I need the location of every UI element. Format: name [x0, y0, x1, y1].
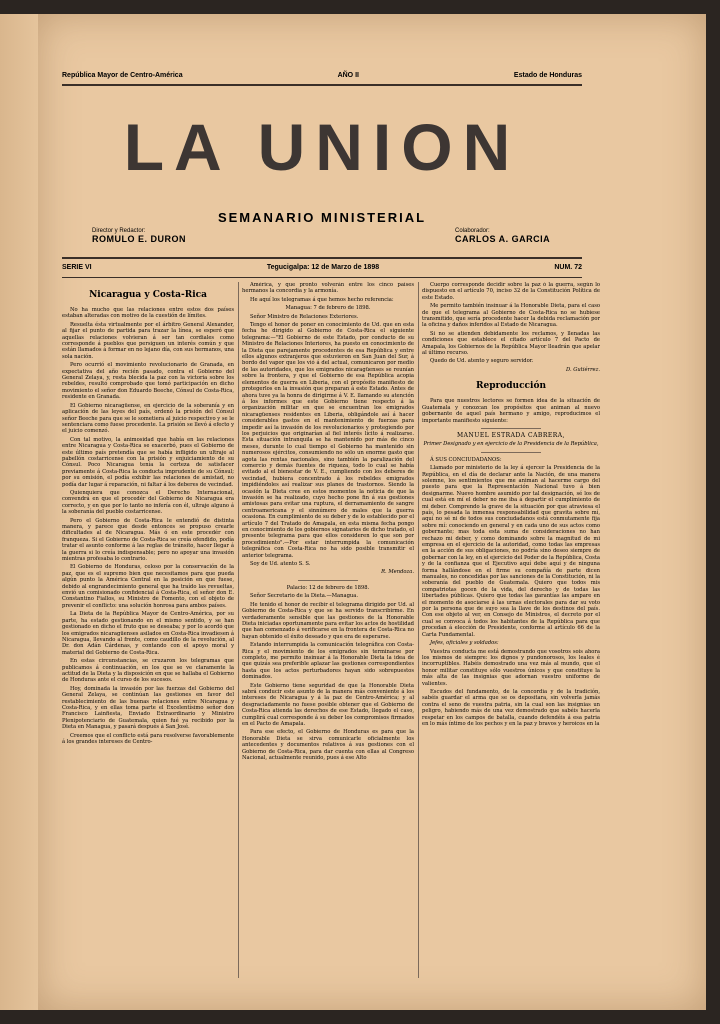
paragraph: Creemos que el conflicto está para resolverse favorablemente á los grandes intereses de Centro- — [62, 732, 234, 745]
paragraph: Con tal motivo, la animosidad que había en las relaciones entre Nicaragua y Costa-Rica se exacerbó, pues el Gobierno de este último país pretendía que se había infligido un ultraje al pabellón costarricense con la prisión y enjuiciamiento de su Cónsul. Poco Nicaragua tenía la certeza de satisfacer previamente á Costa-Rica la conducta imprudente de su Cónsul; por su omisión, el podía exhibir las relaciones de amistad, no podía dar lugar á reparación, ni faltar á los deberes de vecindad. — [62, 436, 234, 488]
subheading: Jefes, oficiales y soldados: — [430, 640, 499, 647]
telegram-addressee: Señor Secretario de la Dieta.—Managua. — [250, 593, 358, 600]
paragraph: Quienquiera que conozca el Derecho Internacional, convendrá en que el procedér del Gobierno de Nicaragua era correcto, y en que por lo tanto no infería con él, ultraje alguno á la soberanía del pueblo costarricense. — [62, 489, 234, 516]
signature: D. Gutiérrez. — [566, 366, 600, 373]
paragraph: Tengo el honor de poner en conocimiento de Ud. que en esta fecha he dirigido al Gobierno de Costa-Rica el siguiente telegrama:—"El Gobierno de este Estado, por conducto de su Ministro de Relaciones Interiores, ha puesto en conocimiento de la Dieta que parejamente procedentes de esa República y entre ellos algunos extranjeros que estuvieron en San Juan del Sur, á bordo del vapor que los vió á del actual, comunicaron por medio de las autoridades, que los emigrados nicaragüenses se reunían sobre la frontera, y que el Gobierno de esa República acopia elementos de guerra en Liberia, con el propósito manifiesto de protegerlos en la invasión que preparan á este Estado. Antes de ahora tuve ya la honra de dirigirme á V. E. llamando su atención á los informes que este Gobierno tiene respecto á la organización militar en que se encuentran los emigrados nicaragüenses residentes en Liberia, obligándole así á hacer considerables gastos en el mantenimiento de fuerzas para impedir así la invasión de los revolucionarios y protegiendo por los perjuicios que originarían al fiel interés lícito á realizarse. Esta situación intranquila se ha mantenido por más de cinco meses, durante lo cual tiempo el Gobierno ha mantenido sin numerosos ejércitos, consumiendo no sólo un enorme gasto que agota las rentas nacionales, sino también la paralización del comercio y demás fuentes de riqueza, todo lo cual se había evitado al el bienestar de V. E., cumpliendo con los deberes de vecindad, hubiera concentrado á los rebeldes emigrados impidiéndoles así realizar sus planes de trastornos. Siendo la ocasión la Dieta cree en estos momentos la noticia de que la invasión se ha realizado, cuyo hecho pone fin á sus gestiones amistosas para evitar una ruptura, el derramamiento de sangre centroamericana y el sinnúmero de males que la guerra ocasiona. En cumplimiento de su deber y de lo establecido por el artículo 7 del Tratado de Amapala, en esta misma fecha pongo en conocimiento de los gobiernos signatarios de dicho tratado, el presente telegrama para que ellos consideren lo que son por procedimiento".—Por estar interrumpida la comunicación telegráfica con Costa-Rica no ha sido posible transmitir el anterior telegrama. — [242, 322, 414, 559]
closing: Quedo de Ud. atento y seguro servidor. — [430, 358, 534, 365]
series-label: SERIE VI — [62, 264, 92, 271]
paragraph: He aquí los telegramas á que hemos hecho referencia: — [250, 296, 394, 303]
telegram-date: Palacio: 12 de febrero de 1898. — [286, 584, 370, 591]
paragraph: Para ese efecto, el Gobierno de Honduras es para que la Honorable Dieta se sirva comunicarle oficialmente los antecedentes y documentos relativos á sus gestiones con el Gobierno de Costa-Rica, para dar cuenta con ellas al Congreso Nacional, actualmente reunido, pues á ese Alto — [242, 729, 414, 762]
paragraph: He tenido el honor de recibir el telegrama dirigido por Ud. al Gobierno de Costa-Rica y que se ha servido transcribirme. En verdaderamente sensible que las gestiones de la Honorable Dieta iniciadas oportunamente para evitar los actos de hostilidad que han comenzado á verificarse en la frontera de Costa-Rica no hayan obtenido el éxito deseado y que era de esperarse. — [242, 601, 414, 640]
director-name: ROMULO E. DURON — [92, 234, 186, 244]
paragraph: Cuerpo corresponde decidir sobre la paz ó la guerra, según lo dispuesto en el artículo 70, inciso 32 de la Constitución Política de este Estado. — [422, 282, 600, 301]
article-heading: Nicaragua y Costa-Rica — [89, 290, 207, 300]
paragraph: Pero el Gobierno de Costa-Rica le entendió de distinta manera, y parece que desde entonces se propuso crearle dificultades al de Nicaragua. Más ó en este procedér con franqueza. Si el Gobierno de Costa-Rica se creía ofendido, podía tratar el asunto conforme á las reglas de tránsito, hacer llegar á la guerra si lo creía indispensable; pero no apoyar una invasión mientras profesaba lo contrario. — [62, 517, 234, 563]
manifesto-author: MANUEL ESTRADA CABRERA, — [457, 431, 565, 439]
issue-info-bar — [62, 264, 582, 271]
paragraph: Para que nuestros lectores se formen idea de la situación de Guatemala y conozcan los propósitos que animan al nuevo gobernante de aquel país hermano y amigo, reproducimos el importante manifiesto siguiente: — [422, 398, 600, 424]
paragraph: Pero ocurrió el movimiento revolucionario de Granada, en expectativa del año recién pasado, contra el Gobierno del General Zelaya, y, resta blecida la paz con la victoria sobre los rebeldes, resultó comprobado que tomó participación en dicho movimiento el señor don Eduardo Beeche, Cónsul de Costa-Rica, residente en Granada. — [62, 362, 234, 401]
state-label: Estado de Honduras — [513, 72, 582, 79]
telegram-addressee: Señor Ministro de Relaciones Exteriores. — [250, 313, 359, 320]
paragraph: El Gobierno nicaragüense, en ejercicio de la soberanía y en aplicación de las leyes del país, ordenó la prisión del Cónsul señor Beeche para que se le sometiera al juicio respectivo y se le sentenciara como fuese procedente. La prisión se llevó á efecto y el juicio comenzó. — [62, 402, 234, 435]
paragraph: La Dieta de la República Mayor de Centro-América, por su parte, ha estado gestionando en el mismo sentido, y se han gestionado en dicho el fruto que se deseaba; y por lo acordó que los emigrados nicaragüenses asilados en Costa-Rica invadiesen á Nicaragua, llevando al frente, como caudillo de la revolución, al Dr. don Adán Cárdenas, y contando con el apoyo moral y material del Gobierno de Costa-Rica. — [62, 611, 234, 656]
column-2 — [242, 282, 414, 978]
paragraph: Si no se atienden debidamente los reclamos, y llenadas las condiciones que establece el citado artículo 7 del Pacto de Amapala, los Gobiernos de la República Mayor lleadrán que apelar al último recurso. — [422, 330, 600, 357]
paragraph: Escudos del fundamento, de la concordia y de la tradición, sabéis guardar el arma que se os depositara, sin volverla jamás contra el seno de vuestra patria, sin la cual son las insignias un peligro, habiendo más de una vez demostrado que sabéis hacerla respetar en los campos de batalla, cuando defendéis á esa patria en lo más íntimo de los pechos y en la paz y bravos y heroicos en la — [422, 688, 600, 727]
director-label: Director y Redactor: — [92, 228, 146, 234]
paragraph: El Gobierno de Honduras, celoso por la conservación de la paz, que es el supremo bien que necesitamos para que pueda algún punto la América Central en la posición en que fuese, debido al engrandecimiento general que ha traído las revueltas, envió un comisionado confidencial á Costa-Rica, el señor don E. Constantino Fiallos, su Ministro de Fomento, con el objeto de prevenir el conflicto: una solución honrosa para ambos países. — [62, 564, 234, 609]
masthead-subtitle: SEMANARIO MINISTERIAL — [217, 210, 427, 225]
paragraph: América, y que pronto volverán entre los cinco países hermanos la concordia y la armonía. — [242, 282, 414, 295]
info-rule-bottom — [62, 277, 582, 278]
page-edge — [0, 14, 38, 1010]
director-block — [92, 228, 186, 244]
paragraph: Este Gobierno tiene seguridad de que la Honorable Dieta sabrá conducir este asunto de la manera más conveniente á los intereses de Nicaragua y á la paz de Centro-América; y al desgraciadamente no fuese posible obtener que el Gobierno de Costa-Rica atienda las derechos de ese Estado, llegado el caso, cumplirá cual corresponde á su deber los compromisos firmados en el Pacto de Amapala. — [242, 682, 414, 727]
paragraph: Llamado por ministerio de la ley á ejercer la Presidencia de la República, en el día de declarar ante la Nación, de una manera solemne, los sentimientos que me animan al hacerme cargo del puesto para que la Representación Nacional tuvo á bien designarme. Nuevo hombre asumido por tal designación, sé los de cual está en mí el deber no me iba á departir el cumplimiento de mi deber. Comprendo la grave de la situación por que atraviesa el país, lo pesada la inmensa responsabilidad que gravita sobre mí, aquí no sé ni de todos sus conciudadanos está conmutamente fija sobre mí: conociendo en general y en cada uno de sus actos como gobernante; mas toda esta suma de consideraciones no han rechazo mi deber, y como dominando sobre la magnitud de mi empresa en el ejercicio de la autoridad, como todas las empresas en la acción de sus obligaciones, no podría sino deseo siempre de gobernar con la ley, en el ejercicio del Poder de la República, Costa y de la confianza que el Ejecutivo aquí debe aquí y de ninguna forma hallándose en el firme su compañía de parte dicen manuales, no concedidas por las sanciones de la Constitución, ni la soberanía del pueblo de Guatemala. Quiero que todos mis compatriotas gocen de la vida, del derecho y de todas las libertades públicas. Quiero que todas las garantías las ampare en el momento de asociarse á las urnas electorales para dar su voto por la persona que de suyo sea la llave de los destinos del país. Con ese objeto al ver, en Consejo de Ministros, el decreto por el cual se convoca á todos los habitantes de la República para que procedan á elección de Presidente, conforme al artículo 66 de la Carta Fundamental. — [422, 465, 600, 638]
column-divider — [418, 282, 419, 978]
telegram-date: Managua: 7 de febrero de 1898. — [285, 305, 371, 312]
collaborator-name: CARLOS A. GARCIA — [455, 234, 551, 244]
separator — [481, 452, 541, 453]
paragraph: Estando interrumpida la comunicación telegráfica con Costa-Rica y el movimiento de los emigrados sin terminarse por completo, me permito insinuar á la Honorable Dieta la idea de que quizás sea preferible aplazar las gestiones correspondientes hasta que los actos perturbadores hayan sido sobrepuestos dominados. — [242, 642, 414, 681]
column-1 — [62, 282, 234, 978]
paragraph: Resuelta ésta virtualmente por el árbitro General Alexander, al fijar el punto de partida para trazar la línea, se esperó que aquellas relaciones volvieran á ser tan cordiales como corresponde á pueblos que persiguen un interés común y que están llamados á formar en no lejano día, con sus hermanos, una sola nación. — [62, 321, 234, 360]
paragraph: Me permito también insinuar á la Honorable Dieta, para el caso de que el telegrama al Gobierno de Costa-Rica no se hubiese transmitido, que sería procedente hacer la debida reclamación por la oficina y daños inferidos al Estado de Nicaragua. — [422, 303, 600, 329]
year-label: AÑO II — [337, 72, 359, 79]
paragraph: En estas circunstancias, se cruzaron los telegramas que publicamos á continuación, en los que se ve claramente la actitud de la Dieta y la disposición en que se hallaba el Gobierno de Honduras ante el curso de los sucesos. — [62, 658, 234, 684]
issue-date: Tegucigalpa: 12 de Marzo de 1898 — [266, 264, 380, 271]
paragraph: Vuestra conducta me está demostrando que vosotros sois ahora los mismos de siempre: los dignos y pundonorosos, los leales é incorruptibles. Habéis demostrado una vez más al mundo, que el honor militar constituye sólo vuestros únicos y que constituye la más alta de las insignias que adornan vuestro uniforme de valientes. — [422, 648, 600, 687]
separator — [481, 428, 541, 429]
separator — [298, 580, 358, 581]
collaborator-label: Colaborador: — [455, 228, 490, 234]
top-info-line — [62, 72, 582, 79]
info-rule-top — [62, 257, 582, 259]
issue-number: NUM. 72 — [554, 264, 582, 271]
closing: Soy de Ud. atento S. S. — [250, 561, 311, 568]
manifesto-role: Primer Designado y en ejercicio de la Presidencia de la República, — [423, 441, 599, 448]
republic-label: República Mayor de Centro-América — [62, 72, 183, 79]
collaborator-block — [455, 228, 550, 244]
paragraph: Hoy, dominada la invasión por las fuerzas del Gobierno del General Zelaya, se continúan las gestiones en favor del restablecimiento de las buenas relaciones entre Nicaragua y Costa-Rica, y en ellas toma parte el Excelentísimo señor don Francisco Lainfiesta, Enviado Extraordinario y Ministro Plenipotenciario de Guatemala, quien fué ya recibido por la Dieta en Managua, y pasará después á San José. — [62, 685, 234, 731]
column-divider — [238, 282, 239, 978]
salutation: Á SUS CONCIUDADANOS: — [430, 456, 502, 463]
masthead-title: LA UNION — [123, 110, 521, 184]
column-3 — [422, 282, 600, 978]
signature: R. Mendoza. — [381, 569, 414, 576]
top-rule — [62, 84, 582, 86]
paragraph: No ha mucho que las relaciones entre estos dos países estaban alteradas con motivo de la cuestión de límites. — [62, 307, 234, 320]
article-heading: Reproducción — [475, 381, 546, 392]
